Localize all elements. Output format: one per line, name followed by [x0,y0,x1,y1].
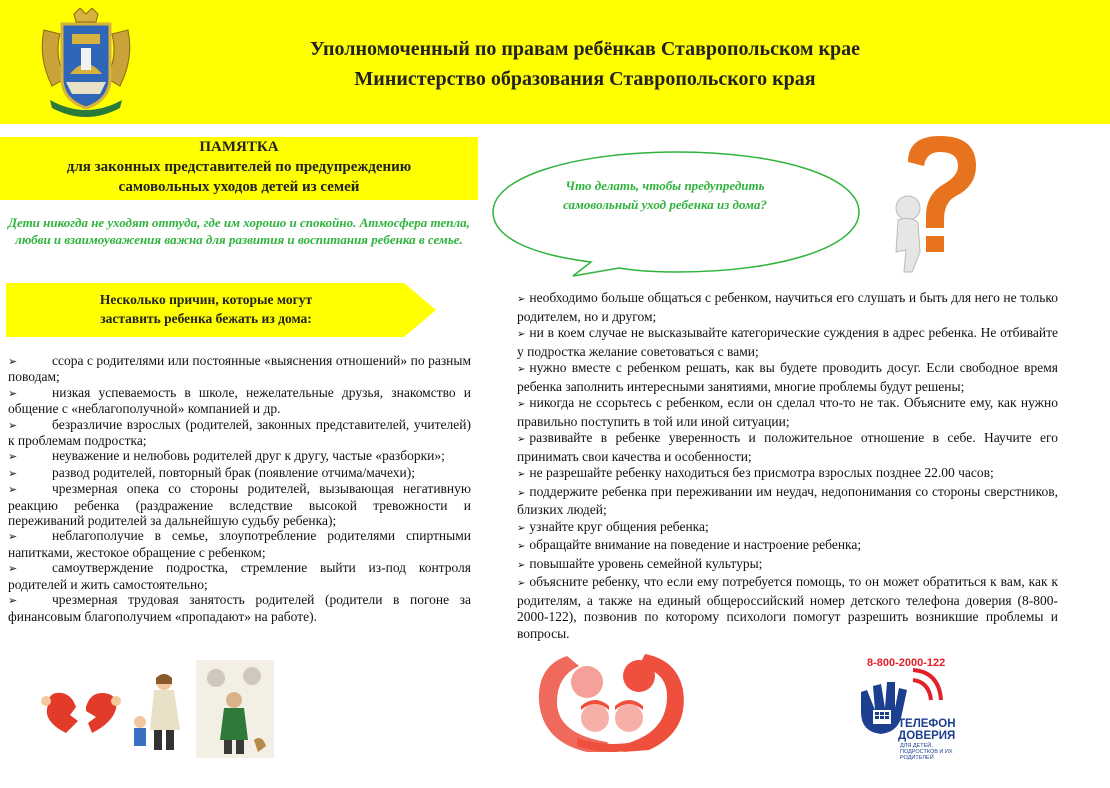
advice-list [517,290,1058,642]
bullet-arrow-icon: ➢ [517,364,526,375]
memo-subtitle-2: самовольных уходов детей из семей [118,179,360,195]
list-item: ➢ безразличие взрослых (родителей, законных представителей, учителей) к проблемам подростка; [8,416,471,449]
header-line-2: Министерство образования Ставропольского края [354,68,816,90]
list-item: ➢ низкая успеваемость в школе, нежелательные друзья, знакомство и общение с «неблагополучной» компанией и др. [8,384,471,417]
list-item: ➢ узнайте круг общения ребенка; [517,518,709,534]
bullet-arrow-icon: ➢ [8,483,18,497]
list-item: ➢ ссора с родителями или постоянные «выяснения отношений» по разным поводам; [8,353,471,385]
header-banner [0,0,1110,124]
intro-text: Дети никогда не уходят оттуда, где им хорошо и спокойно. Атмосфера тепла, любви и взаимоуважения важна для развития и воспитания ребенка в семье. [8,215,470,247]
bullet-arrow-icon: ➢ [517,329,526,340]
list-item: ➢ объясните ребенку, что если ему потребуется помощь, то он может обратиться к вам, как к родителям, а также на единый общероссийский номер детского телефона доверия (8-800-2000-122), позвонив по которому психологи помогут разрешить возникшие проблемы и вопросы. [517,574,1058,641]
list-item: ➢ повышайте уровень семейной культуры; [517,555,763,571]
bullet-arrow-icon: ➢ [517,522,526,534]
bubble-text: Что делать, чтобы предупредить самовольный уход ребенка из дома? [563,178,767,212]
bullet-arrow-icon: ➢ [8,530,18,544]
bullet-arrow-icon: ➢ [8,418,18,432]
list-item: ➢ чрезмерная опека со стороны родителей, вызывающая негативную реакцию ребенка (раздражение вследствие высокой тревожности и переживаний родителей за дальнейшую судьбу ребенка); [8,481,471,529]
coat-of-arms-icon [36,8,136,118]
reasons-heading-line-1: Несколько причин, которые могут [99,292,313,307]
bullet-arrow-icon: ➢ [8,562,18,576]
list-item: ➢ поддержите ребенка при переживании им неудач, недопонимания со стороны сверстников, близких людей; [517,483,1058,517]
memo-subtitle-1: для законных представителей по предупреждению [66,159,412,175]
worried-child-illustration-icon [196,660,274,758]
list-item: ➢ ни в коем случае не высказывайте категорические суждения в адрес ребенка. Не отбивайте у подростка желание советоваться с вами; [517,325,1058,359]
scolding-parent-illustration-icon [128,670,198,755]
reasons-heading [6,290,406,328]
list-item: ➢ самоутверждение подростка, стремление выйти из-под контроля родителей и жить самостоятельно; [8,560,471,592]
list-item: ➢ нужно вместе с ребенком решать, как вы будете проводить досуг. Если свободное время ребенка заполнить интересными занятиями, многие проблемы будут решены; [517,360,1058,394]
hotline-number: 8-800-2000-122 [867,657,946,669]
header-line-1: Уполномоченный по правам ребёнкав Ставропольском крае [310,38,860,60]
bullet-arrow-icon: ➢ [517,469,526,480]
list-item: ➢ не разрешайте ребенку находиться без присмотра взрослых позднее 22.00 часов; [517,465,994,480]
bullet-arrow-icon: ➢ [8,450,18,464]
list-item: ➢ необходимо больше общаться с ребенком, научиться его слушать и быть для него не только родителем, но и другом; [517,290,1058,324]
list-item: ➢ развивайте в ребенке уверенность и положительное отношение в себе. Научите его принимать свои качества и особенности; [517,430,1058,464]
list-item: ➢ никогда не ссорьтесь с ребенком, если он сделал что-то не так. Объясните ему, как нужно правильно поступить в той или иной ситуации; [517,395,1058,429]
bullet-arrow-icon: ➢ [8,386,18,400]
hotline-name-line-2: ДОВЕРИЯ [898,730,956,742]
hotline-name-line-1: ТЕЛЕФОН [898,718,956,730]
broken-heart-illustration-icon [36,685,126,735]
bullet-arrow-icon: ➢ [517,294,526,305]
list-item: ➢ неблагополучие в семье, злоупотребление родителями спиртными напитками, жестокое обращение с ребенком; [8,528,471,560]
bullet-arrow-icon: ➢ [517,541,526,552]
bullet-arrow-icon: ➢ [517,434,526,445]
reasons-heading-line-2: заставить ребенка бежать из дома: [100,311,312,326]
bullet-arrow-icon: ➢ [8,594,18,608]
bullet-arrow-icon: ➢ [8,466,18,480]
memo-title-block [0,137,478,200]
list-item: ➢ чрезмерная трудовая занятость родителей (родители в погоне за финансовым благополучием «пропадают» на работе). [8,592,471,624]
bullet-arrow-icon: ➢ [517,578,526,589]
list-item: ➢ неуважение и нелюбовь родителей друг к другу, частые «разборки»; [8,448,445,464]
bullet-arrow-icon: ➢ [517,487,526,499]
list-item: ➢ развод родителей, повторный брак (появление отчима/мачехи); [8,464,416,480]
hotline-caption: ДЛЯ ДЕТЕЙ, ПОДРОСТКОВ И ИХ РОДИТЕЛЕЙ [900,743,953,761]
bullet-arrow-icon: ➢ [8,355,18,368]
bullet-arrow-icon: ➢ [517,559,526,571]
question-mark-figure-icon [878,132,988,277]
family-embrace-illustration-icon [527,646,699,758]
bullet-arrow-icon: ➢ [517,399,526,410]
header-title [190,34,980,94]
memo-title: ПАМЯТКА [199,139,279,155]
hotline-name [898,718,956,742]
reasons-list [8,353,471,624]
list-item: ➢ обращайте внимание на поведение и настроение ребенка; [517,537,862,552]
